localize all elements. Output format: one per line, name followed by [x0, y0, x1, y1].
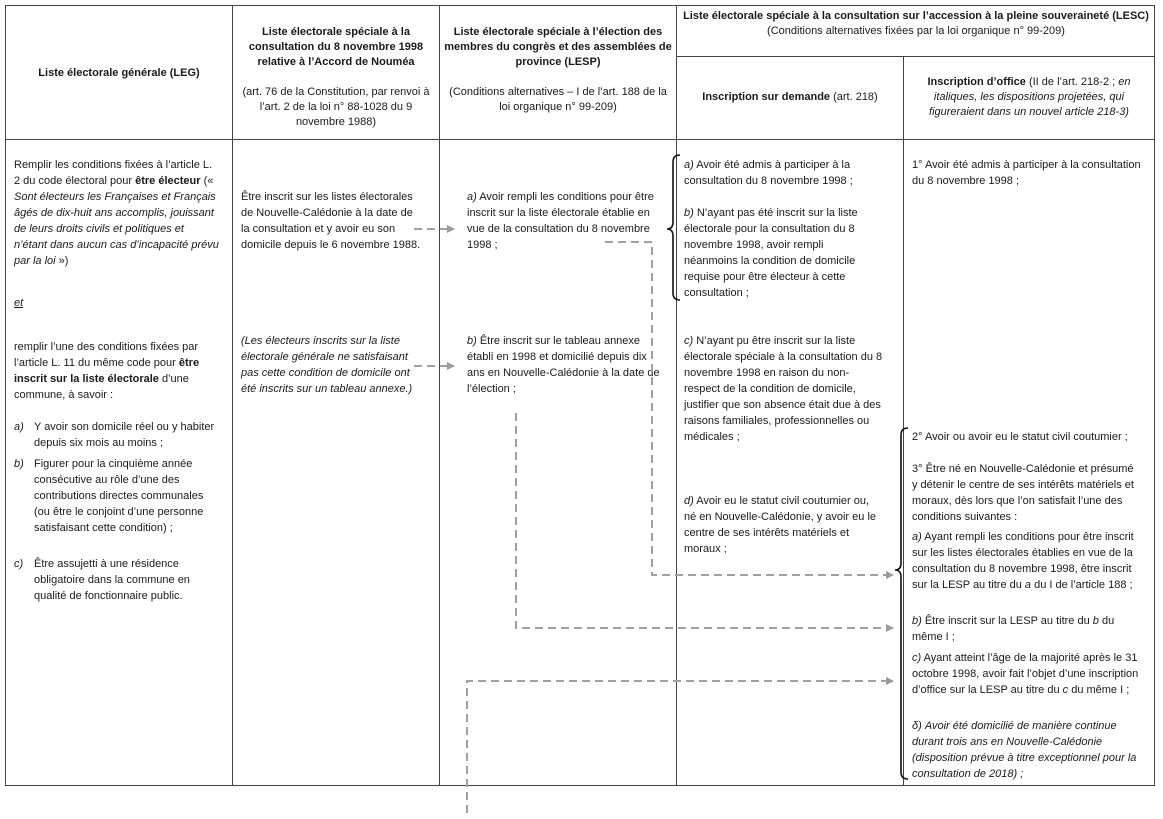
item-text: Ayant atteint l’âge de la majorité après le 31 octobre 1998, avoir fait l’objet d’une inscription d’office sur la LESP au titre du: [912, 652, 1139, 696]
header-office-label: Inscription d’office: [927, 76, 1026, 88]
item-label: b): [467, 335, 477, 347]
item-text: Ayant rempli les conditions pour être inscrit sur les listes électorales établies en vue de la consultation du 8 novembre 1998, être inscrit sur la LESP au titre du: [912, 531, 1134, 591]
leg-text: Remplir les conditions fixées à l’article L. 2 du code électoral pour: [14, 159, 213, 187]
item-label: a): [912, 531, 922, 543]
header-demande: [680, 90, 900, 105]
header-lesc-ref: (Conditions alternatives fixées par la loi organique n° 99-209): [767, 25, 1065, 37]
item-label: b): [912, 615, 922, 627]
item-emphasis: a: [1024, 579, 1032, 591]
leg-text: («: [200, 175, 214, 187]
office-item-2: 2° Avoir ou avoir eu le statut civil coutumier ;: [912, 431, 1128, 443]
lesp-condition-a: [467, 189, 660, 253]
header-office: [907, 75, 1151, 120]
lesp-1998-note: (Les électeurs inscrits sur la liste électorale générale ne satisfaisant pas cette condition de domicile ont été inscrits sur un tableau annexe.): [241, 335, 413, 395]
header-lesp-title: Liste électorale spéciale à l’élection des membres du congrès et des assemblées de province (LESP): [444, 26, 672, 68]
office-subitem-a: [912, 529, 1142, 593]
item-text: Être inscrit sur la LESP au titre du: [921, 615, 1093, 627]
leg-item-c: [14, 556, 219, 606]
header-lesp-ref: (Conditions alternatives – I de l’art. 188 de la loi organique n° 99-209): [449, 86, 667, 113]
header-lesc: [680, 9, 1152, 39]
header-demande-label: Inscription sur demande: [702, 91, 831, 103]
item-label: d): [684, 495, 694, 507]
item-text: Figurer pour la cinquième année consécutive au rôle d’une des contributions directes communales (ou être le conjoint d’une personne satisfaisant cette condition) ;: [34, 458, 204, 534]
item-text: N’ayant pu être inscrit sur la liste électorale spéciale à la consultation du 8 novembre 1998 en raison du non-respect de la condition de domicile, justifier que son absence était due à des raisons familiales, professionnelles ou médicales ;: [684, 335, 883, 443]
lesp-condition-b: [467, 333, 660, 397]
demande-condition-b: [684, 205, 880, 301]
leg-condition-inscription: [14, 339, 219, 403]
demande-condition-a: [684, 157, 880, 189]
header-leg: Liste électorale générale (LEG): [38, 67, 200, 79]
item-label: a): [14, 421, 24, 433]
column-divider: [232, 5, 233, 786]
leg-et-connector: et: [14, 297, 24, 309]
header-bottom-divider: [5, 139, 1155, 140]
item-text: Être inscrit sur le tableau annexe établi en 1998 et domicilié depuis dix ans en Nouvelle-Calédonie à la date de l’élection ;: [467, 335, 660, 395]
leg-quote-text: Sont électeurs les Françaises et Français âgés de dix-huit ans accomplis, jouissant de leurs droits civils et politiques et n’étant dans aucun cas d’incapacité prévu par la loi: [14, 191, 219, 267]
leg-text: d’une commune, à savoir :: [14, 373, 189, 401]
header-lesp-1998-ref: (art. 76 de la Constitution, par renvoi à l’art. 2 de la loi n° 88-1028 du 9 novembre 1988): [242, 86, 430, 128]
item-label: b): [684, 207, 694, 219]
leg-item-b: [14, 456, 219, 552]
item-text: du I de l’article 188 ;: [1031, 579, 1133, 591]
item-text: Avoir été admis à participer à la consultation du 8 novembre 1998 ;: [684, 159, 853, 187]
item-label: a): [684, 159, 694, 171]
column-divider: [903, 56, 904, 786]
header-office-note: en italiques, les dispositions projetées, qui figureraient dans un nouvel article 218-3): [929, 76, 1131, 118]
lesc-header-divider: [676, 56, 1155, 57]
item-label: b): [14, 458, 24, 470]
header-lesp-1998-title: Liste électorale spéciale à la consultation du 8 novembre 1998 relative à l’Accord de Nouméa: [248, 26, 424, 68]
leg-bold-text: être inscrit sur la liste électorale: [14, 357, 200, 385]
column-divider: [676, 5, 677, 786]
office-subitem-b: [912, 613, 1142, 645]
item-text: Y avoir son domicile réel ou y habiter depuis six mois au moins ;: [34, 421, 215, 449]
leg-bold-text: être électeur: [135, 175, 201, 187]
item-emphasis: c: [1062, 684, 1069, 696]
item-label: a): [467, 191, 477, 203]
item-label: c): [684, 335, 694, 347]
header-office-ref: (II de l’art. 218-2 ;: [1025, 76, 1116, 88]
item-label: c): [912, 652, 922, 664]
item-text: du même I ;: [912, 615, 1115, 643]
leg-item-a: [14, 419, 219, 453]
item-text: Avoir eu le statut civil coutumier ou, né en Nouvelle-Calédonie, y avoir eu le centre de ses intérêts matériels et moraux ;: [684, 495, 877, 555]
item-label: c): [14, 558, 24, 570]
item-text: Avoir rempli les conditions pour être inscrit sur la liste électorale établie en vue de la consultation du 8 novembre 1998 ;: [467, 191, 654, 251]
header-lesp-1998: [236, 25, 436, 130]
header-demande-ref: (art. 218): [830, 91, 878, 103]
demande-condition-d: [684, 493, 884, 557]
lesp-1998-condition: Être inscrit sur les listes électorales de Nouvelle-Calédonie à la date de la consultation et y avoir eu son domicile depuis le 6 novembre 1988.: [241, 191, 421, 251]
leg-condition-electeur: [14, 157, 219, 269]
column-divider: [439, 5, 440, 786]
office-item-3: 3° Être né en Nouvelle-Calédonie et présumé y détenir le centre de ses intérêts matériels et moraux, dès lors que l’on satisfait l’une des conditions suivantes :: [912, 463, 1134, 523]
office-item-1: 1° Avoir été admis à participer à la consultation du 8 novembre 1998 ;: [912, 159, 1141, 187]
leg-text: remplir l’une des conditions fixées par l’article L. 11 du même code pour: [14, 341, 199, 369]
item-text: N’ayant pas été inscrit sur la liste électorale pour la consultation du 8 novembre 1998, avoir rempli néanmoins la condition de domicile requise pour être électeur à cette consultation ;: [684, 207, 858, 299]
office-subitem-c: [912, 650, 1144, 698]
item-text: du même I ;: [1068, 684, 1130, 696]
header-lesp: [443, 25, 673, 115]
office-subitem-delta: δ) Avoir été domicilié de manière continue durant trois ans en Nouvelle-Calédonie (disposition prévue à titre exceptionnel pour la consultation de 2018) ;: [912, 720, 1137, 780]
header-lesc-title: Liste électorale spéciale à la consultation sur l’accession à la pleine souveraineté (LESC): [683, 10, 1149, 22]
item-emphasis: b: [1092, 615, 1099, 627]
leg-text: »): [55, 255, 69, 267]
demande-condition-c: [684, 333, 884, 445]
item-text: Être assujetti à une résidence obligatoire dans la commune en qualité de fonctionnaire public.: [34, 558, 190, 602]
